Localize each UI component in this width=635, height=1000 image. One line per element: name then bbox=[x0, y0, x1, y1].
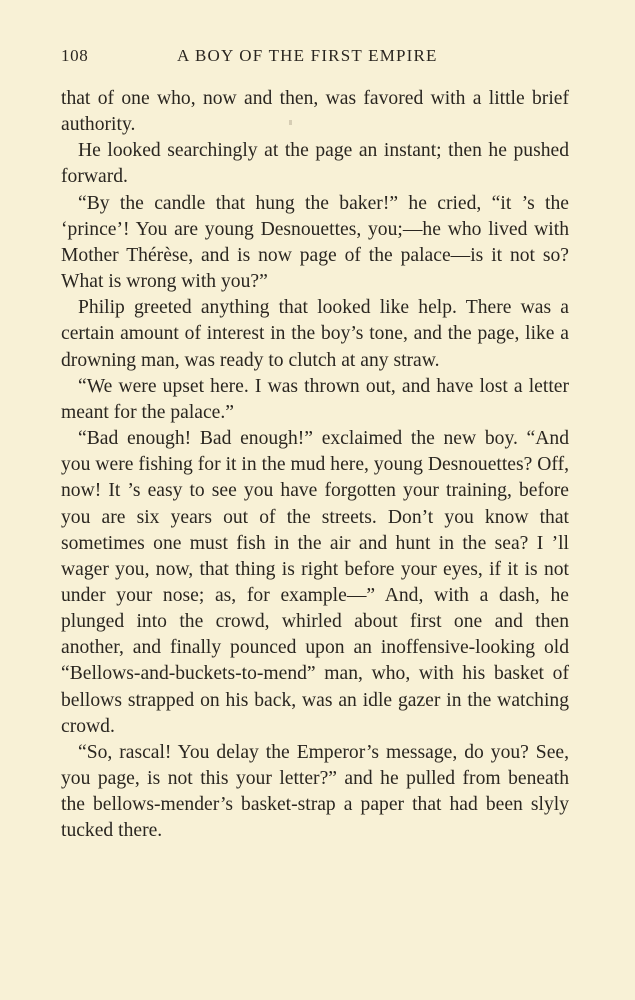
paragraph-5: “We were upset here. I was thrown out, and have lost a letter meant for the palace.” bbox=[61, 375, 569, 423]
paragraph-2: He looked searchingly at the page an instant; then he pushed forward. bbox=[61, 140, 569, 188]
paragraph-6: “Bad enough! Bad enough!” exclaimed the new boy. “And you were fishing for it in the mud here, young Desnouettes? Off, now! It ’s easy to see you have forgotten your training, before you are six years out of the streets. Don’t you know that sometimes one must fish in the air and hunt in the sea? I ’ll wager you, now, that thing is right before your eyes, if it is not under your nose; as, for example—” And, with a dash, he plunged into the crowd, whirled about first one and then another, and finally pounced upon an inoffensive-looking old “Bellows-and-buckets-to-mend” man, who, with his basket of bellows strapped on his back, was an idle gazer in the watching crowd. bbox=[61, 428, 569, 737]
body-text bbox=[61, 86, 569, 845]
running-title: A BOY OF THE FIRST EMPIRE bbox=[177, 46, 438, 65]
paragraph-1: that of one who, now and then, was favored with a little brief authority. bbox=[61, 88, 569, 136]
paragraph-3: “By the candle that hung the baker!” he cried, “it ’s the ‘prince’! You are young Desnouettes, you;—he who lived with Mother Thérèse, and is now page of the palace—is it not so? What is wrong with you?” bbox=[61, 192, 569, 293]
paragraph-4: Philip greeted anything that looked like help. There was a certain amount of interest in the boy’s tone, and the page, like a drowning man, was ready to clutch at any straw. bbox=[61, 297, 569, 371]
paragraph-7: “So, rascal! You delay the Emperor’s message, do you? See, you page, is not this your letter?” and he pulled from beneath the bellows-mender’s basket-strap a paper that had been slyly tucked there. bbox=[61, 741, 569, 842]
page-header bbox=[61, 46, 571, 70]
page-number: 108 bbox=[61, 46, 89, 65]
